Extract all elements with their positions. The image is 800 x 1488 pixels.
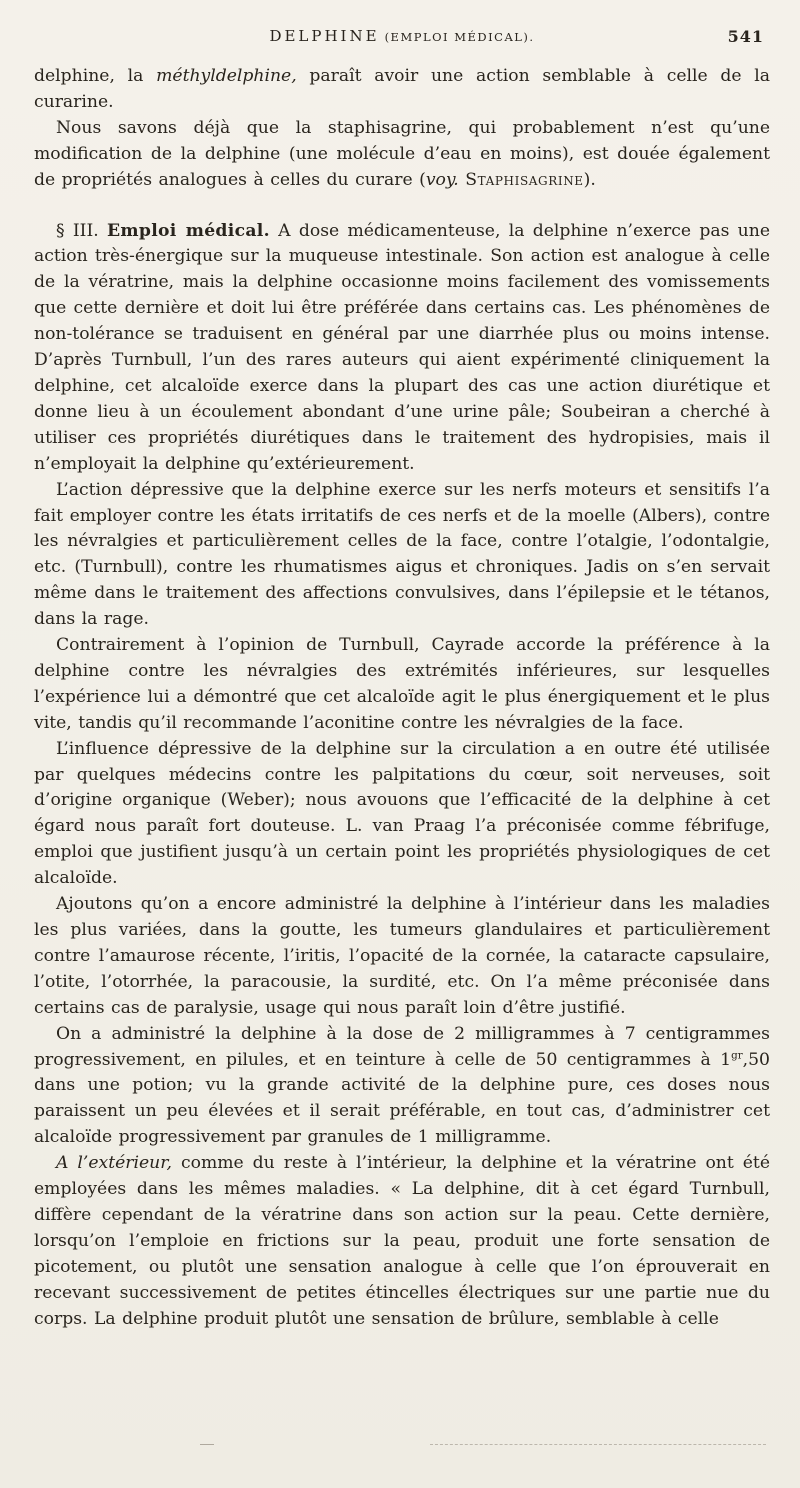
text-segment: A dose médicamenteuse, la delphine n’exerce pas une action très-énergique sur la muqueuse intestinale. Son action est analogue à celle de la vératrine, mais la delphine occasionne moins facilement des vomissements que cette dernière et doit lui être préférée dans certains cas. Les phénomènes de non-tolérance se traduisent en général par une diarrhée plus ou moins intense. D’après Turnbull, l’un des rares auteurs qui aient expérimenté cliniquement la delphine, cet alcaloïde exerce dans la plupart des cas une action diurétique et donne lieu à un écoulement abondant d’une urine pâle; Soubeiran a cherché à utiliser ces propriétés diurétiques dans le traitement des hydropisies, mais il n’employait la delphine qu’extérieurement.	[34, 220, 770, 474]
text-segment: comme du reste à l’intérieur, la delphine et la vératrine ont été employées dans les mêmes maladies. « La delphine, dit à cet égard Turnbull, diffère cependant de la vératrine dans son action sur la peau. Cette dernière, lorsqu’on l’emploie en frictions sur la peau, produit une forte sensation de picotement, ou plutôt une sensation analogue à celle que l’on éprouverait en recevant successivement de petites étincelles électriques sur une partie nue du corps. La delphine produit plutôt une sensation de brûlure, semblable à celle	[34, 1153, 770, 1329]
text-segment: Contrairement à l’opinion de Turnbull, Cayrade accorde la préférence à la delphine contre les névralgies des extrémités inférieures, sur lesquelles l’expérience lui a démontré que cet alcaloïde agit le plus énergiquement et le plus vite, tandis qu’il recommande l’aconitine contre les névralgies de la face.	[34, 635, 770, 733]
page-body	[34, 64, 770, 1333]
text-segment: Ajoutons qu’on a encore administré la delphine à l’intérieur dans les maladies les plus variées, dans la goutte, les tumeurs glandulaires et particulièrement contre l’amaurose récente, l’iritis, l’opacité de la cornée, la cataracte capsulaire, l’otite, l’otorrhée, la paracousie, la surdité, etc. On l’a même préconisée dans certains cas de paralysie, usage qui nous paraît loin d’être justifié.	[34, 894, 770, 1018]
paragraph	[34, 633, 770, 737]
scan-dash-icon	[430, 1444, 766, 1445]
paragraph	[34, 219, 770, 478]
text-segment: ).	[583, 169, 596, 190]
text-segment: On a administré la delphine à la dose de 2 milligrammes à 7 centigrammes progressivement, en pilules, et en teinture à celle de 50 centigrammes à 1	[34, 1023, 770, 1070]
text-segment: delphine, la	[34, 66, 157, 86]
text-segment-bold: Emploi médical.	[106, 220, 270, 241]
paragraph	[34, 116, 770, 194]
page-header	[34, 26, 770, 50]
text-segment-sup: gr	[731, 1048, 743, 1061]
paragraph	[34, 64, 770, 116]
paragraph	[34, 892, 770, 1022]
text-segment: Nous savons déjà que la staphisagrine, qui probablement n’est qu’une modification de la delphine (une molécule d’eau en moins), est douée également de propriétés analogues à celles du curare (	[34, 117, 770, 190]
text-segment: L’influence dépressive de la delphine sur la circulation a en outre été utilisée par quelques médecins contre les palpitations du cœur, soit nerveuses, soit d’origine organique (Weber); nous avouons que l’efficacité de la delphine à cet égard nous paraît fort douteuse. L. van Praag l’a préconisée comme fébrifuge, emploi que justifient jusqu’à un certain point les propriétés physiologiques de cet alcaloïde.	[34, 738, 770, 889]
running-title-qualifier: (EMPLOI MÉDICAL).	[384, 30, 535, 44]
page-number: 541	[727, 27, 764, 46]
text-segment-italic: A l’extérieur,	[56, 1153, 173, 1174]
paragraph	[34, 478, 770, 633]
paragraph	[34, 737, 770, 892]
text-segment: § III.	[56, 220, 107, 241]
paragraph	[34, 1022, 770, 1152]
text-segment: ,50 dans une potion; vu la grande activité de la delphine pure, ces doses nous paraissent un peu élevées et il serait préférable, en tout cas, d’administrer cet alcaloïde progressivement par granules de 1 milligramme.	[34, 1049, 770, 1148]
text-segment-italic: voy.	[425, 169, 459, 190]
scan-artifact-line	[0, 1444, 800, 1446]
paragraph	[34, 1151, 770, 1332]
scan-dash-icon	[200, 1444, 214, 1445]
text-segment-smallcaps: Staphisagrine	[465, 169, 584, 190]
running-title	[34, 26, 770, 45]
text-segment: L’action dépressive que la delphine exerce sur les nerfs moteurs et sensitifs l’a fait employer contre les états irritatifs de ces nerfs et de la moelle (Albers), contre les névralgies et particulièrement celles de la face, contre l’otalgie, l’odontalgie, etc. (Turnbull), contre les rhumatismes aigus et chroniques. Jadis on s’en servait même dans le traitement des affections convulsives, dans l’épilepsie et le tétanos, dans la rage.	[34, 479, 770, 630]
text-segment: paraît avoir une action semblable à celle de la curarine.	[34, 66, 770, 112]
running-title-main: DELPHINE	[269, 27, 380, 45]
text-segment-italic: méthyldelphine,	[156, 66, 297, 86]
